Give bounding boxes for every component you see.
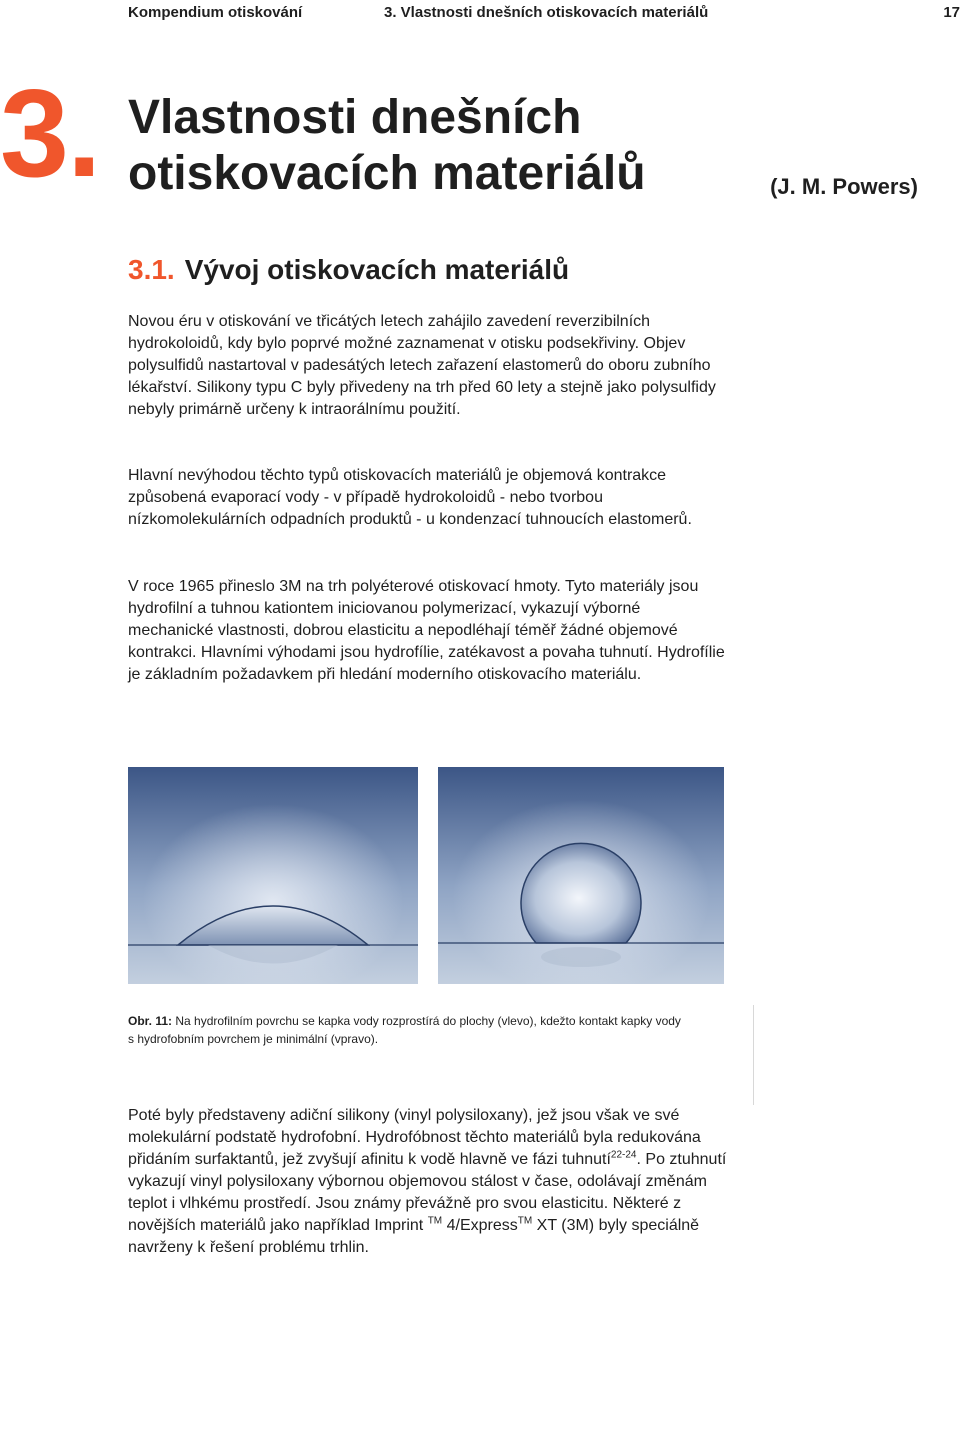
trademark-superscript: TM [517, 1215, 533, 1227]
running-header-title: Kompendium otiskování [128, 4, 303, 21]
paragraph-text: . Po ztuhnutí vykazují vinyl polysiloxany výbornou objemovou stálost v čase, odolávají změnám teplot i vlhkému prostředí. Jsou známy převážně pro svou elasticitu. Některé z novějších materiálů jako například Imprint [128, 1151, 727, 1234]
figure-caption-text: Na hydrofilním povrchu se kapka vody rozprostírá do plochy (vlevo), kdežto kontakt kapky vody s hydrofobním povrchem je minimální (vpravo). [128, 1014, 681, 1046]
chapter-number: 3. [0, 65, 100, 203]
vertical-divider [753, 1005, 754, 1105]
figure-label: Obr. 11: [128, 1014, 173, 1028]
paragraph-text: Poté byly představeny adiční silikony (vinyl polysiloxany), jež jsou však ve své molekulární podstatě hydrofobní. Hydrofóbnost těchto materiálů byla redukována přidáním surfaktantů, jež zvyšují afinitu k vodě hlavně ve fázi tuhnutí [128, 1107, 701, 1168]
paragraph-text: 4/Express [442, 1217, 518, 1234]
paragraph-disadvantages: Hlavní nevýhodou těchto typů otiskovacích materiálů je objemová kontrakce způsobená evaporací vody - v případě hydrokoloidů - nebo tvorbou nízkomolekulárních odpadních produktů - u kondenzací tuhnoucích elastomerů. [128, 467, 692, 528]
figure-caption [128, 1012, 688, 1048]
paragraph-addition-silicones [128, 1105, 728, 1259]
section-title: Vývoj otiskovacích materiálů [184, 254, 570, 285]
section-heading [128, 254, 569, 286]
chapter-author: (J. M. Powers) [770, 174, 918, 199]
chapter-title: Vlastnosti dnešních otiskovacích materiálů [128, 91, 646, 200]
paragraph-polyether: V roce 1965 přineslo 3M na trh polyéterové otiskovací hmoty. Tyto materiály jsou hydrofilní a tuhnou kationtem iniciovanou polymerizací, vykazují výborné mechanické vlastnosti, dobrou elasticitu a nepodléhají téměř žádné objemové kontrakci. Hlavními výhodami jsou hydrofílie, zatékavost a povaha tuhnutí. Hydrofílie je základním požadavkem při hledání moderního otiskovacího materiálu. [128, 578, 725, 683]
page-number: 17 [943, 4, 960, 21]
citation-superscript: 22-24 [610, 1149, 637, 1161]
paragraph-history: Novou éru v otiskování ve třicátých letech zahájilo zavedení reverzibilních hydrokoloidů, kdy bylo poprvé možné zaznamenat v otisku podsekřiviny. Objev polysulfidů nastartoval v padesátých letech zařazení elastomerů do oboru zubního lékařství. Silikony typu C byly přivedeny na trh před 60 lety a stejně jako polysulfidy nebyly primárně určeny k intraorálnímu použití. [128, 313, 716, 418]
hydrophilic-drop-image [128, 767, 418, 984]
trademark-superscript: TM [427, 1215, 443, 1227]
section-number: 3.1. [128, 254, 175, 285]
hydrophobic-drop-image [438, 767, 724, 984]
paragraph-text: XT (3M) byly speciálně navrženy k řešení problému trhlin. [128, 1217, 700, 1256]
running-header-chapter: 3. Vlastnosti dnešních otiskovacích materiálů [384, 4, 709, 21]
